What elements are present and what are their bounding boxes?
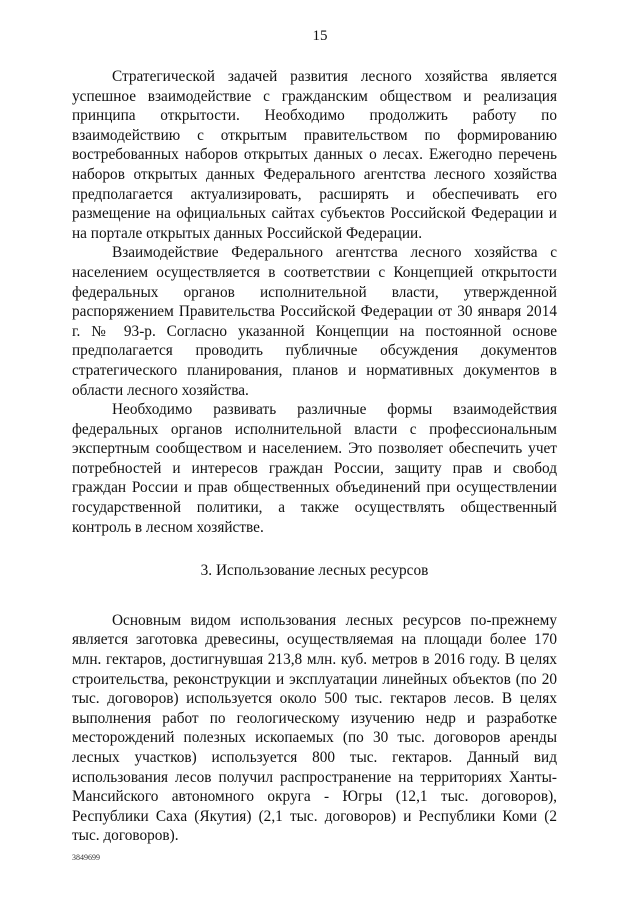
document-body [72, 67, 557, 846]
document-code: 3849699 [72, 853, 100, 862]
paragraph-openness-concept: Взаимодействие Федерального агентства лесного хозяйства с населением осуществляется в соответствии с Концепцией открытости федеральных органов исполнительной власти, утвержденной распоряжением Правительства Российской Федерации от 30 января 2014 г. № 93-р. Согласно указанной Концепции на постоянной основе предполагается проводить публичные обсуждения документов стратегического планирования, планов и нормативных документов в области лесного хозяйства. [72, 244, 557, 399]
paragraph-open-data: Стратегической задачей развития лесного хозяйства является успешное взаимодействие с гражданским обществом и реализация принципа открытости. Необходимо продолжить работу по взаимодействию с открытым правительством по формированию востребованных наборов открытых данных о лесах. Ежегодно перечень наборов открытых данных Федерального агентства лесного хозяйства предполагается актуализировать, расширять и обеспечивать его размещение на официальных сайтах субъектов Российской Федерации и на портале открытых данных Российской Федерации. [72, 68, 557, 242]
page-number: 15 [312, 28, 328, 44]
paragraph-cooperation-forms: Необходимо развивать различные формы взаимодействия федеральных органов исполнительной власти с профессиональным экспертным сообществом и населением. Это позволяет обеспечить учет потребностей и интересов граждан России, защиту прав и свобод граждан России и прав общественных объединений при осуществлении государственной политики, а также осуществлять общественный контроль в лесном хозяйстве. [72, 401, 557, 536]
paragraph-forest-resources-use: Основным видом использования лесных ресурсов по-прежнему является заготовка древесины, осуществляемая на площади более 170 млн. гектаров, достигнувшая 213,8 млн. куб. метров в 2016 году. В целях строительства, реконструкции и эксплуатации линейных объектов (по 20 тыс. договоров) используется около 500 тыс. гектаров лесов. В целях выполнения работ по геологическому изучению недр и разработке месторождений полезных ископаемых (по 30 тыс. договоров аренды лесных участков) используется 800 тыс. гектаров. Данный вид использования лесов получил распространение на территориях Ханты-Мансийского автономного округа - Югры (12,1 тыс. договоров), Республики Саха (Якутия) (2,1 тыс. договоров) и Республики Коми (2 тыс. договоров). [72, 611, 557, 845]
section-title: 3. Использование лесных ресурсов [200, 562, 429, 580]
